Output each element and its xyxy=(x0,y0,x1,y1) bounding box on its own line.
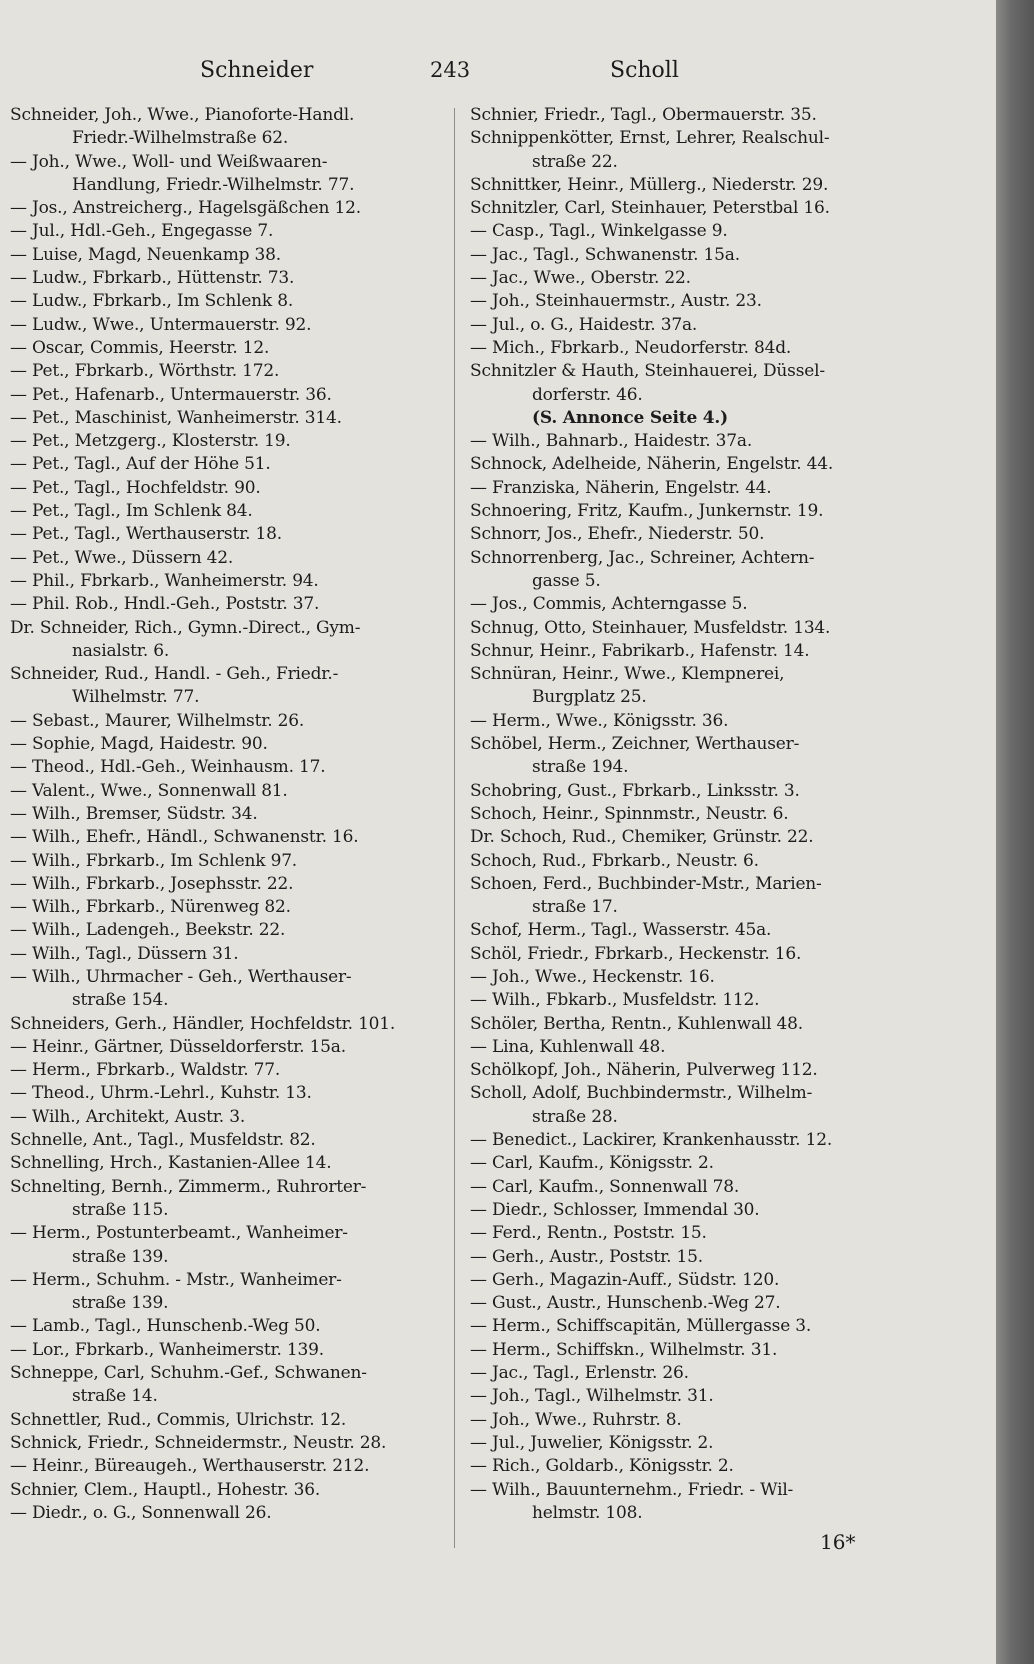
directory-entry: — Gerh., Magazin-Auff., Südstr. 120. xyxy=(470,1269,780,1290)
directory-entry: — Jul., Hdl.-Geh., Engegasse 7. xyxy=(10,221,274,242)
directory-entry: Schneiders, Gerh., Händler, Hochfeldstr. 101. xyxy=(10,1013,396,1034)
entry-continuation: Wilhelmstr. 77. xyxy=(72,687,200,708)
directory-entry: — Ludw., Fbrkarb., Im Schlenk 8. xyxy=(10,291,294,312)
directory-entry: — Pet., Tagl., Auf der Höhe 51. xyxy=(10,454,271,475)
header-left-keyword: Schneider xyxy=(200,58,314,83)
entry-continuation: straße 194. xyxy=(532,757,629,778)
directory-entry: Schnitzler & Hauth, Steinhauerei, Düssel- xyxy=(470,361,825,382)
directory-entry: — Herm., Fbrkarb., Waldstr. 77. xyxy=(10,1060,281,1081)
directory-entry: Schnick, Friedr., Schneidermstr., Neustr. 28. xyxy=(10,1432,387,1453)
directory-entry: Schoch, Heinr., Spinnmstr., Neustr. 6. xyxy=(470,803,789,824)
directory-entry: — Casp., Tagl., Winkelgasse 9. xyxy=(470,221,728,242)
entry-continuation: straße 154. xyxy=(72,990,169,1011)
directory-entry: — Wilh., Fbrkarb., Nürenweg 82. xyxy=(10,897,291,918)
directory-entry: — Lina, Kuhlenwall 48. xyxy=(470,1036,666,1057)
directory-entry: — Pet., Fbrkarb., Wörthstr. 172. xyxy=(10,361,280,382)
entry-continuation: Burgplatz 25. xyxy=(532,687,647,708)
column-divider xyxy=(454,108,455,1548)
directory-entry: — Pet., Maschinist, Wanheimerstr. 314. xyxy=(10,407,342,428)
directory-entry: Schnitzler, Carl, Steinhauer, Peterstbal 16. xyxy=(470,198,830,219)
directory-entry: Schnier, Clem., Hauptl., Hohestr. 36. xyxy=(10,1479,321,1500)
directory-entry: — Wilh., Architekt, Austr. 3. xyxy=(10,1106,246,1127)
entry-continuation: helmstr. 108. xyxy=(532,1502,643,1523)
directory-entry: — Pet., Tagl., Werthauserstr. 18. xyxy=(10,524,282,545)
directory-entry: — Phil. Rob., Hndl.-Geh., Poststr. 37. xyxy=(10,594,320,615)
directory-entry: — Wilh., Tagl., Düssern 31. xyxy=(10,943,239,964)
directory-entry: — Phil., Fbrkarb., Wanheimerstr. 94. xyxy=(10,570,319,591)
directory-entry: — Jac., Wwe., Oberstr. 22. xyxy=(470,268,691,289)
directory-entry: Schnippenkötter, Ernst, Lehrer, Realschul- xyxy=(470,128,830,149)
directory-entry: — Joh., Wwe., Woll- und Weißwaaren- xyxy=(10,151,328,172)
entry-continuation: nasialstr. 6. xyxy=(72,640,170,661)
entry-continuation: straße 14. xyxy=(72,1386,158,1407)
directory-entry: — Herm., Schuhm. - Mstr., Wanheimer- xyxy=(10,1269,342,1290)
directory-entry: — Jul., Juwelier, Königsstr. 2. xyxy=(470,1432,714,1453)
directory-entry: Schnier, Friedr., Tagl., Obermauerstr. 35. xyxy=(470,105,817,125)
directory-entry: — Wilh., Bauunternehm., Friedr. - Wil- xyxy=(470,1479,794,1500)
directory-entry: — Wilh., Ehefr., Händl., Schwanenstr. 16. xyxy=(10,827,359,848)
entry-continuation: straße 115. xyxy=(72,1199,169,1220)
entry-continuation: gasse 5. xyxy=(532,570,601,591)
page-number: 243 xyxy=(430,58,471,82)
directory-entry: Schnoering, Fritz, Kaufm., Junkernstr. 19. xyxy=(470,501,824,522)
directory-entry: Schneider, Joh., Wwe., Pianoforte-Handl. xyxy=(10,105,355,125)
directory-entry: — Pet., Hafenarb., Untermauerstr. 36. xyxy=(10,384,332,405)
directory-entry: Scholl, Adolf, Buchbindermstr., Wilhelm- xyxy=(470,1083,813,1104)
directory-entry: — Theod., Hdl.-Geh., Weinhausm. 17. xyxy=(10,757,326,778)
directory-entry: — Gust., Austr., Hunschenb.-Weg 27. xyxy=(470,1293,781,1314)
directory-entry: — Pet., Wwe., Düssern 42. xyxy=(10,547,234,568)
directory-entry: — Rich., Goldarb., Königsstr. 2. xyxy=(470,1456,734,1477)
directory-entry: — Pet., Metzgerg., Klosterstr. 19. xyxy=(10,431,291,452)
entry-continuation: straße 17. xyxy=(532,897,618,918)
directory-entry: Schof, Herm., Tagl., Wasserstr. 45a. xyxy=(470,920,772,941)
directory-entry: — Gerh., Austr., Poststr. 15. xyxy=(470,1246,703,1267)
directory-entry: Schnur, Heinr., Fabrikarb., Hafenstr. 14. xyxy=(470,640,810,661)
directory-entry: Schnorr, Jos., Ehefr., Niederstr. 50. xyxy=(470,524,765,545)
directory-entry: — Pet., Tagl., Im Schlenk 84. xyxy=(10,501,253,522)
directory-entry: — Diedr., Schlosser, Immendal 30. xyxy=(470,1199,760,1220)
page-edge-shadow xyxy=(996,0,1034,1664)
directory-entry: — Herm., Postunterbeamt., Wanheimer- xyxy=(10,1223,348,1244)
right-column xyxy=(470,104,900,1525)
directory-entry: — Jac., Tagl., Schwanenstr. 15a. xyxy=(470,244,740,265)
directory-entry: — Mich., Fbrkarb., Neudorferstr. 84d. xyxy=(470,337,792,358)
directory-entry: Schneider, Rud., Handl. - Geh., Friedr.- xyxy=(10,664,339,685)
directory-entry: — Jos., Anstreicherg., Hagelsgäßchen 12. xyxy=(10,198,361,219)
directory-entry: — Jac., Tagl., Erlenstr. 26. xyxy=(470,1363,689,1384)
entry-continuation: Friedr.-Wilhelmstraße 62. xyxy=(72,128,289,149)
directory-entry: — Franziska, Näherin, Engelstr. 44. xyxy=(470,477,772,498)
entry-continuation: straße 139. xyxy=(72,1246,169,1267)
directory-entry: — Valent., Wwe., Sonnenwall 81. xyxy=(10,780,288,801)
directory-entry: Schnorrenberg, Jac., Schreiner, Achtern- xyxy=(470,547,815,568)
directory-entry: — Oscar, Commis, Heerstr. 12. xyxy=(10,337,270,358)
directory-entry: — Sophie, Magd, Haidestr. 90. xyxy=(10,734,268,755)
directory-entry: Schnelle, Ant., Tagl., Musfeldstr. 82. xyxy=(10,1130,316,1151)
directory-entry: — Joh., Tagl., Wilhelmstr. 31. xyxy=(470,1386,714,1407)
page-header xyxy=(0,52,996,92)
directory-entry: — Luise, Magd, Neuenkamp 38. xyxy=(10,244,281,265)
directory-entry: Schneppe, Carl, Schuhm.-Gef., Schwanen- xyxy=(10,1363,367,1384)
directory-entry: Schnüran, Heinr., Wwe., Klempnerei, xyxy=(470,664,785,685)
directory-entry: — Joh., Wwe., Ruhrstr. 8. xyxy=(470,1409,682,1430)
entry-continuation: straße 139. xyxy=(72,1293,169,1314)
left-column xyxy=(10,104,440,1525)
directory-entry: — Theod., Uhrm.-Lehrl., Kuhstr. 13. xyxy=(10,1083,312,1104)
directory-entry: Schnelling, Hrch., Kastanien-Allee 14. xyxy=(10,1153,332,1174)
entry-continuation: straße 28. xyxy=(532,1106,618,1127)
directory-entry: Schöl, Friedr., Fbrkarb., Heckenstr. 16. xyxy=(470,943,802,964)
directory-entry: Dr. Schneider, Rich., Gymn.-Direct., Gym- xyxy=(10,617,361,638)
directory-entry: Schoen, Ferd., Buchbinder-Mstr., Marien- xyxy=(470,873,822,894)
directory-entry: Schnug, Otto, Steinhauer, Musfeldstr. 134. xyxy=(470,617,831,638)
directory-entry: — Joh., Steinhauermstr., Austr. 23. xyxy=(470,291,762,312)
directory-entry: Schöler, Bertha, Rentn., Kuhlenwall 48. xyxy=(470,1013,803,1034)
directory-entry: — Pet., Tagl., Hochfeldstr. 90. xyxy=(10,477,261,498)
entry-continuation: dorferstr. 46. xyxy=(532,384,643,405)
directory-entry: — Benedict., Lackirer, Krankenhausstr. 12. xyxy=(470,1130,833,1151)
directory-entry: — Wilh., Bremser, Südstr. 34. xyxy=(10,803,258,824)
directory-entry: — Lamb., Tagl., Hunschenb.-Weg 50. xyxy=(10,1316,321,1337)
directory-entry: Schnittker, Heinr., Müllerg., Niederstr. 29. xyxy=(470,174,829,195)
directory-entry: — Lor., Fbrkarb., Wanheimerstr. 139. xyxy=(10,1339,324,1360)
directory-entry: Schnock, Adelheide, Näherin, Engelstr. 44. xyxy=(470,454,834,475)
directory-entry: — Heinr., Gärtner, Düsseldorferstr. 15a. xyxy=(10,1036,346,1057)
directory-entry: Schnettler, Rud., Commis, Ulrichstr. 12. xyxy=(10,1409,347,1430)
directory-entry: — Ludw., Fbrkarb., Hüttenstr. 73. xyxy=(10,268,295,289)
directory-entry: — Wilh., Bahnarb., Haidestr. 37a. xyxy=(470,431,753,452)
directory-entry: — Joh., Wwe., Heckenstr. 16. xyxy=(470,966,715,987)
directory-entry: Schöbel, Herm., Zeichner, Werthauser- xyxy=(470,734,800,755)
directory-entry: — Wilh., Uhrmacher - Geh., Werthauser- xyxy=(10,966,352,987)
directory-entry: — Wilh., Fbkarb., Musfeldstr. 112. xyxy=(470,990,760,1011)
header-right-keyword: Scholl xyxy=(610,58,679,83)
directory-entry: Dr. Schoch, Rud., Chemiker, Grünstr. 22. xyxy=(470,827,814,848)
directory-entry: — Ludw., Wwe., Untermauerstr. 92. xyxy=(10,314,312,335)
directory-entry: — Wilh., Fbrkarb., Josephsstr. 22. xyxy=(10,873,294,894)
directory-entry: — Jos., Commis, Achterngasse 5. xyxy=(470,594,748,615)
entry-continuation: Handlung, Friedr.-Wilhelmstr. 77. xyxy=(72,174,355,195)
directory-entry: — Carl, Kaufm., Königsstr. 2. xyxy=(470,1153,714,1174)
directory-entry: — Ferd., Rentn., Poststr. 15. xyxy=(470,1223,707,1244)
directory-entry: — Herm., Schiffskn., Wilhelmstr. 31. xyxy=(470,1339,778,1360)
directory-entry: — Herm., Wwe., Königsstr. 36. xyxy=(470,710,729,731)
directory-entry: Schölkopf, Joh., Näherin, Pulverweg 112. xyxy=(470,1060,818,1081)
directory-entry: Schobring, Gust., Fbrkarb., Linksstr. 3. xyxy=(470,780,800,801)
directory-entry: — Wilh., Ladengeh., Beekstr. 22. xyxy=(10,920,286,941)
directory-entry: Schoch, Rud., Fbrkarb., Neustr. 6. xyxy=(470,850,759,871)
directory-entry: — Diedr., o. G., Sonnenwall 26. xyxy=(10,1502,272,1523)
directory-entry: — Jul., o. G., Haidestr. 37a. xyxy=(470,314,698,335)
entry-continuation: straße 22. xyxy=(532,151,618,172)
directory-entry: — Carl, Kaufm., Sonnenwall 78. xyxy=(470,1176,740,1197)
signature-mark: 16* xyxy=(820,1530,856,1554)
directory-entry: Schnelting, Bernh., Zimmerm., Ruhrorter- xyxy=(10,1176,367,1197)
directory-entry: — Herm., Schiffscapitän, Müllergasse 3. xyxy=(470,1316,812,1337)
annotation-note: (S. Annonce Seite 4.) xyxy=(532,407,728,428)
directory-entry: — Wilh., Fbrkarb., Im Schlenk 97. xyxy=(10,850,298,871)
directory-entry: — Sebast., Maurer, Wilhelmstr. 26. xyxy=(10,710,305,731)
directory-entry: — Heinr., Büreaugeh., Werthauserstr. 212. xyxy=(10,1456,370,1477)
